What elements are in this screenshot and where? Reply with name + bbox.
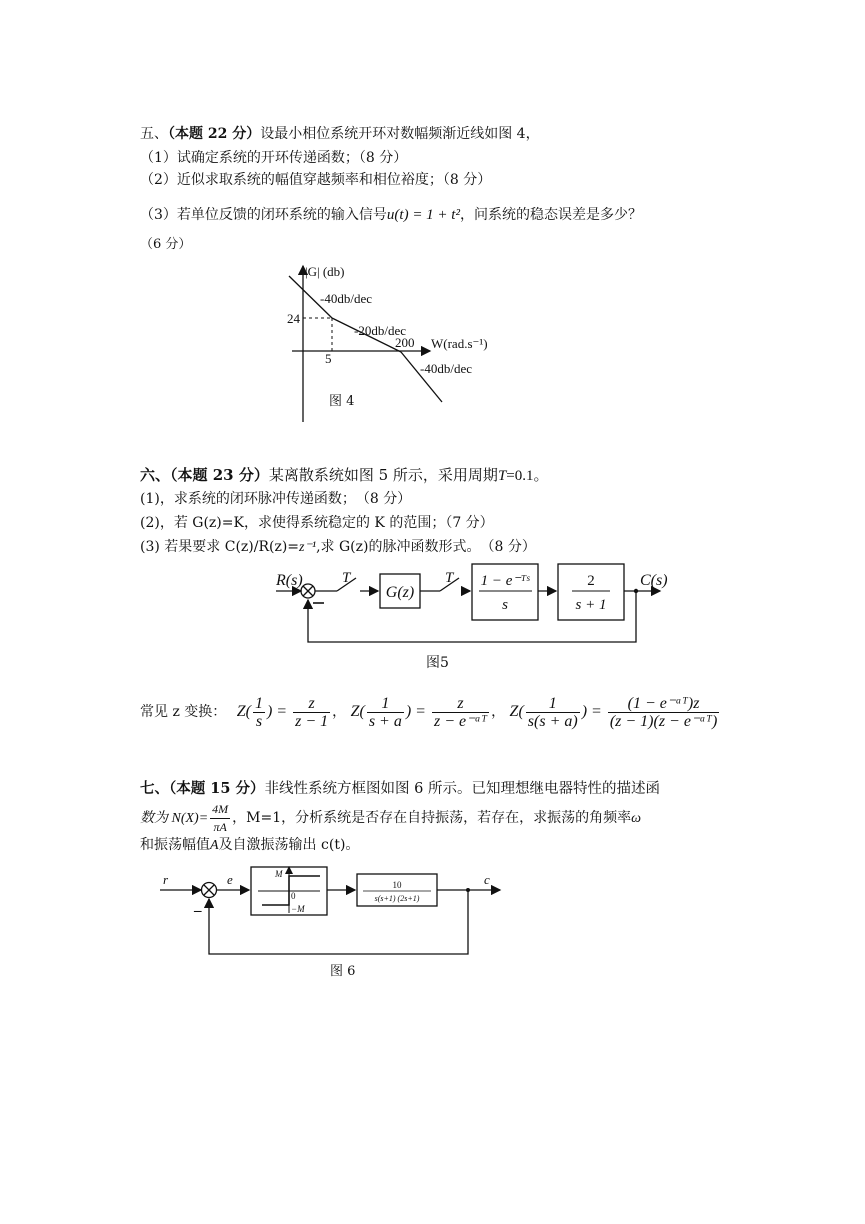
- svg-text:10: 10: [392, 880, 402, 890]
- fig4-y-tick-24: 24: [287, 311, 300, 326]
- fig5-sampler-1-label: T: [342, 570, 351, 586]
- q5-part2: （2）近似求取系统的幅值穿越频率和相位裕度；（8 分）: [140, 172, 492, 188]
- svg-text:s(s+1) (2s+1): s(s+1) (2s+1): [374, 894, 420, 903]
- fig4-x-tick-5: 5: [325, 351, 332, 366]
- svg-text:−M: −M: [291, 904, 305, 914]
- q6-points: （本题 23 分）: [170, 466, 269, 484]
- q7-omega: ω: [631, 811, 642, 826]
- q5-number: 五、: [140, 126, 168, 142]
- q6-part3: (3) 若果要求 C(z)/R(z)=z⁻¹,求 G(z)的脉冲函数形式。 （8 分）: [140, 539, 536, 555]
- fig5-block-gz-label: G(z): [385, 584, 415, 601]
- fig6-caption: 图 6: [330, 964, 356, 979]
- fig5-caption: 图5: [426, 655, 449, 671]
- q5-part1: （1）试确定系统的开环传递函数；（8 分）: [140, 150, 408, 166]
- q5-points: （本题 22 分）: [168, 126, 261, 142]
- q7-points: （本题 15 分）: [169, 780, 265, 797]
- svg-text:0: 0: [291, 891, 296, 901]
- fig4-slope2: -20db/dec: [354, 323, 406, 338]
- fig6-e-label: e: [227, 872, 233, 887]
- svg-text:1 − e⁻ᵀˢ: 1 − e⁻ᵀˢ: [480, 573, 530, 589]
- q6-part2: (2)，若 G(z)=K，求使得系统稳定的 K 的范围；（7 分）: [140, 515, 494, 531]
- svg-text:s + 1: s + 1: [575, 597, 607, 613]
- q7-number: 七、: [140, 780, 169, 797]
- q7-amplitude: A: [210, 838, 219, 853]
- ztable-label: 常见 z 变换：: [140, 704, 227, 720]
- fig4-x-label: W(rad.s⁻¹): [431, 336, 488, 351]
- q6-part1: (1)，求系统的闭环脉冲传递函数； （8 分）: [140, 491, 412, 507]
- q5-input-formula: u(t) = 1 + t²: [386, 207, 460, 223]
- q7-line3: 和振荡幅值A及自激振荡输出 c(t)。: [140, 837, 360, 853]
- ztable-item-3: Z( $\frac{1}{s(s + a)}$ ) = $\frac{\text{(1 − e⁻ᵃᵀ)z}}{\text{(z − 1)(z − e⁻ᵃᵀ)}}$: [509, 694, 718, 730]
- fig4-caption: 图 4: [329, 394, 355, 409]
- q7-heading: 七、（本题 15 分）非线性系统方框图如图 6 所示。已知理想继电器特性的描述函: [140, 780, 660, 797]
- svg-text:M: M: [275, 869, 283, 879]
- q6-number: 六、: [140, 466, 171, 484]
- svg-text:s: s: [502, 597, 508, 613]
- fig5-sampler-2-label: T: [445, 570, 454, 586]
- ztable-item-2: Z( $\frac{1}{s + a}$ ) = $\frac{z}{\text{z − e⁻ᵃᵀ}}$: [350, 694, 488, 730]
- fig6-minus-sign: –: [194, 903, 202, 919]
- svg-text:2: 2: [587, 573, 595, 589]
- fig5-input-label: R(s): [276, 572, 303, 589]
- q5-stem: 设最小相位系统开环对数幅频渐近线如图 4，: [260, 126, 540, 142]
- fig4-slope3: -40db/dec: [420, 361, 472, 376]
- q5-part3: （3）若单位反馈的闭环系统的输入信号u(t) = 1 + t²，问系统的稳态误差是多少？: [140, 207, 642, 223]
- fig4-slope1: -40db/dec: [320, 291, 372, 306]
- fig6-r-label: r: [163, 872, 169, 887]
- fig6-c-label: c: [484, 872, 490, 887]
- ztable-item-1: Z( $\frac{1}{s}$ ) = $\frac{z}{z - 1}$: [236, 694, 329, 730]
- q7-line2: 数为 N(X)= $\frac{4M}{\pi A}$ ，M=1，分析系统是否存在自持振荡，若存在，求振荡的角频率ω: [140, 801, 642, 834]
- fig4-y-label: |G| (db): [305, 264, 345, 279]
- q6-period-symbol: T: [497, 468, 507, 484]
- fig4-x-tick-200: 200: [395, 335, 415, 350]
- ztransform-table: 常见 z 变换： Z( $\frac{1}{s}$ ) = $\frac{z}{z - 1}$ ， Z( $\frac{1}{s + a}$ ) = $\frac{z}{\text{z − e⁻ᵃᵀ}}$ ， Z( $\frac{1}{s(s + a)}$ ) = $\frac{\text{(1 − e⁻ᵃᵀ)z}}{\text{(z − 1)(z − e⁻ᵃᵀ)}}$: [140, 692, 721, 732]
- fig6-feedback-path: [209, 890, 468, 954]
- fig5-output-label: C(s): [640, 572, 668, 589]
- q5-part3-points: （6 分）: [140, 237, 192, 252]
- q6-heading: 六、（本题 23 分）某离散系统如图 5 所示，采用周期T=0.1。: [140, 466, 549, 484]
- q6-target-formula: z⁻¹: [299, 540, 317, 555]
